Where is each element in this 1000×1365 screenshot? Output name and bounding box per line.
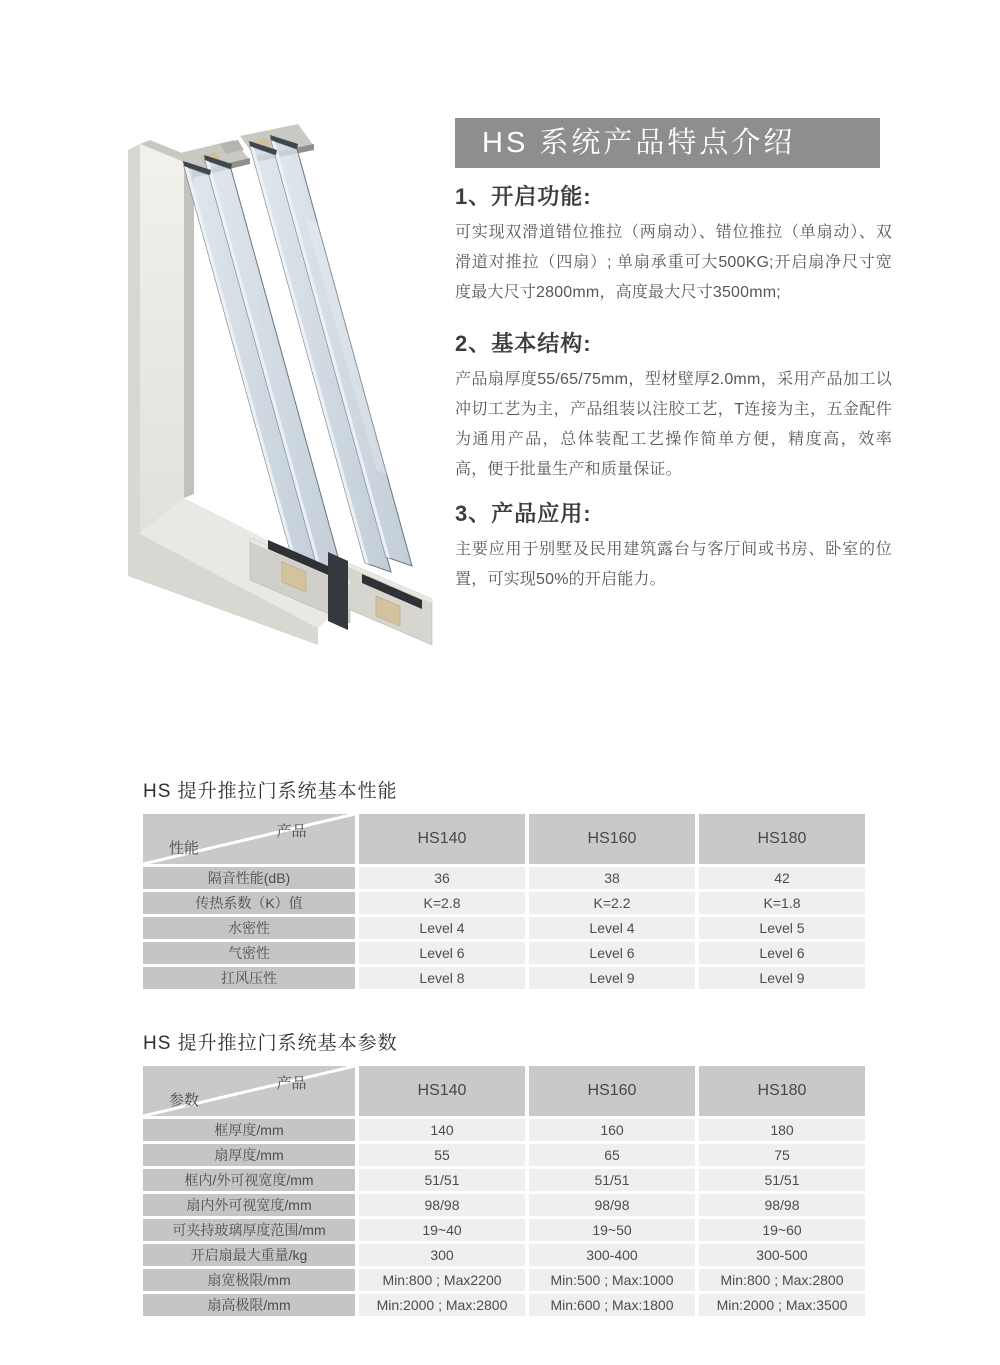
section-basic-structure [455, 331, 892, 485]
table-title: HS 提升推拉门系统基本性能 [143, 781, 398, 802]
row-label: 水密性 [143, 917, 355, 939]
value-cell: 300 [359, 1244, 525, 1266]
value-cell: K=2.8 [359, 892, 525, 914]
value-cell: 98/98 [699, 1194, 865, 1216]
value-cell: Min:800 ; Max:2800 [699, 1269, 865, 1291]
value-cell: K=2.2 [529, 892, 695, 914]
value-cell: Min:800 ; Max2200 [359, 1269, 525, 1291]
column-header: HS160 [529, 814, 695, 864]
row-label: 开启扇最大重量/kg [143, 1244, 355, 1266]
column-header: HS140 [359, 814, 525, 864]
section-body: 主要应用于别墅及民用建筑露台与客厅间或书房、卧室的位置，可实现50%的开启能力。 [455, 541, 892, 588]
value-cell: 55 [359, 1144, 525, 1166]
row-label: 可夹持玻璃厚度范围/mm [143, 1219, 355, 1241]
corner-bottom-label: 性能 [169, 840, 200, 857]
value-cell: 19~40 [359, 1219, 525, 1241]
row-label: 扛风压性 [143, 967, 355, 989]
value-cell: 19~60 [699, 1219, 865, 1241]
parameters-table [143, 1066, 865, 1316]
section-heading: 1、开启功能: [455, 184, 592, 209]
value-cell: 98/98 [529, 1194, 695, 1216]
row-label: 扇高极限/mm [143, 1294, 355, 1316]
value-cell: 19~50 [529, 1219, 695, 1241]
value-cell: Level 8 [359, 967, 525, 989]
value-cell: 180 [699, 1119, 865, 1141]
value-cell: 300-500 [699, 1244, 865, 1266]
corner-top-label: 产品 [276, 1075, 307, 1092]
row-label: 隔音性能(dB) [143, 867, 355, 889]
value-cell: 38 [529, 867, 695, 889]
row-label: 扇厚度/mm [143, 1144, 355, 1166]
column-header: HS160 [529, 1066, 695, 1116]
table-corner-cell [143, 814, 355, 864]
value-cell: 51/51 [529, 1169, 695, 1191]
profile-cutaway-illustration [100, 100, 445, 645]
value-cell: Min:500 ; Max:1000 [529, 1269, 695, 1291]
page-title-banner [455, 118, 880, 168]
value-cell: Min:2000 ; Max:2800 [359, 1294, 525, 1316]
row-label: 扇内外可视宽度/mm [143, 1194, 355, 1216]
section-opening-function [455, 184, 892, 308]
value-cell: 42 [699, 867, 865, 889]
value-cell: Level 5 [699, 917, 865, 939]
corner-bottom-label: 参数 [169, 1092, 200, 1109]
value-cell: Level 9 [699, 967, 865, 989]
value-cell: 51/51 [699, 1169, 865, 1191]
value-cell: 51/51 [359, 1169, 525, 1191]
section-heading: 2、基本结构: [455, 331, 592, 356]
performance-table [143, 814, 865, 989]
section-body: 可实现双滑道错位推拉（两扇动）、错位推拉（单扇动）、双滑道对推拉（四扇）; 单扇承重可大500KG;开启扇净尺寸宽度最大尺寸2800mm，高度最大尺寸3500mm; [455, 224, 892, 301]
value-cell: Level 4 [359, 917, 525, 939]
section-body: 产品扇厚度55/65/75mm，型材壁厚2.0mm，采用产品加工以冲切工艺为主，产品组装以注胶工艺，T连接为主，五金配件为通用产品，总体装配工艺操作简单方便，精度高，效率高，便于批量生产和质量保证。 [455, 371, 892, 478]
value-cell: 65 [529, 1144, 695, 1166]
value-cell: 75 [699, 1144, 865, 1166]
section-heading: 3、产品应用: [455, 501, 592, 526]
table-corner-cell [143, 1066, 355, 1116]
row-label: 框内/外可视宽度/mm [143, 1169, 355, 1191]
parameters-table-block [143, 1028, 865, 1316]
performance-table-block [143, 776, 865, 989]
value-cell: 36 [359, 867, 525, 889]
value-cell: Level 6 [529, 942, 695, 964]
row-label: 气密性 [143, 942, 355, 964]
value-cell: K=1.8 [699, 892, 865, 914]
value-cell: Level 6 [699, 942, 865, 964]
column-header: HS180 [699, 814, 865, 864]
value-cell: Min:2000 ; Max:3500 [699, 1294, 865, 1316]
column-header: HS180 [699, 1066, 865, 1116]
row-label: 扇宽极限/mm [143, 1269, 355, 1291]
section-product-application [455, 501, 892, 595]
row-label: 框厚度/mm [143, 1119, 355, 1141]
corner-top-label: 产品 [276, 823, 307, 840]
value-cell: Level 6 [359, 942, 525, 964]
page-title: HS 系统产品特点介绍 [482, 127, 796, 159]
value-cell: Min:600 ; Max:1800 [529, 1294, 695, 1316]
value-cell: Level 4 [529, 917, 695, 939]
row-label: 传热系数（K）值 [143, 892, 355, 914]
value-cell: Level 9 [529, 967, 695, 989]
table-title: HS 提升推拉门系统基本参数 [143, 1033, 398, 1054]
value-cell: 300-400 [529, 1244, 695, 1266]
value-cell: 98/98 [359, 1194, 525, 1216]
value-cell: 160 [529, 1119, 695, 1141]
product-profile-image [100, 100, 445, 645]
value-cell: 140 [359, 1119, 525, 1141]
column-header: HS140 [359, 1066, 525, 1116]
